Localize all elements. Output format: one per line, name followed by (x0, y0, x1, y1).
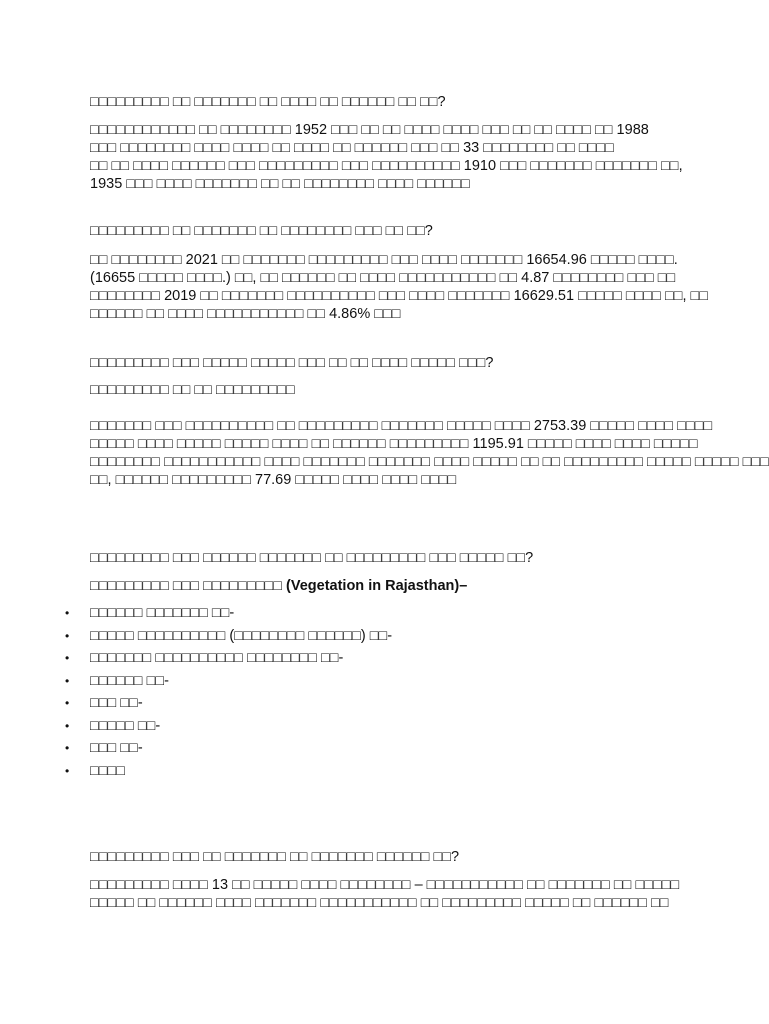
bullet-icon: • (65, 763, 70, 778)
list-item (65, 603, 392, 626)
list-item-text: □□□□□□ □□□□□□□ □□- (90, 605, 235, 621)
list-item (65, 693, 392, 716)
bullet-icon: • (65, 696, 70, 710)
list-item (65, 626, 393, 649)
answer-paragraph-3 (90, 417, 769, 489)
list-item (65, 761, 392, 784)
list-item (65, 648, 392, 671)
subheading-bold: (Vegetation in Rajasthan)– (286, 578, 468, 594)
list-item-text: □□□□□□□ □□□□□□□□□□ □□□□□□□□ □□- (90, 650, 344, 666)
paragraph-line: □□□□□□□□ □□□□□□□□□□□ □□□□ □□□□□□□ □□□□□□□ □□□□ □□□□□ □□ □□ □□□□□□□□□ □□□□□ □□□□□ □□□ (90, 454, 769, 470)
answer-subheading-4 (90, 577, 680, 595)
list-item-text: □□□ □□- (90, 695, 143, 711)
answer-paragraph-2 (90, 251, 709, 323)
paragraph-line: □□□□□□□□□□□□ □□ □□□□□□□□ 1952 □□□ □□ □□ □□□□ □□□□ □□□ □□ □□ □□□□ □□ 1988 (90, 122, 649, 138)
bullet-icon: • (65, 606, 70, 620)
list-item-text: □□□□□□ □□- (90, 672, 169, 689)
paragraph-line: □□ □□□□□□□□ 2021 □□ □□□□□□□ □□□□□□□□□ □□□ □□□□ □□□□□□□ 16654.96 □□□□□ □□□□. (90, 252, 678, 268)
bullet-icon: • (65, 741, 70, 755)
answer-paragraph-5 (90, 876, 680, 912)
list-item-text: □□□□ (90, 762, 126, 779)
question-heading-1: □□□□□□□□□ □□ □□□□□□□ □□ □□□□ □□ □□□□□□ □□ □□? (90, 94, 446, 110)
paragraph-line: □□□□□ □□ □□□□□□ □□□□ □□□□□□□ □□□□□□□□□□□ □□ □□□□□□□□□ □□□□□ □□ □□□□□□ □□ (90, 895, 669, 911)
paragraph-line: 1935 □□□ □□□□ □□□□□□□ □□ □□ □□□□□□□□ □□□□ □□□□□□ (90, 176, 470, 192)
paragraph-line: □□□□□ □□□□ □□□□□ □□□□□ □□□□ □□ □□□□□□ □□□□□□□□□ 1195.91 □□□□□ □□□□ □□□□ □□□□□ (90, 436, 698, 452)
list-item-text: □□□□□ □□- (90, 717, 161, 734)
bullet-icon: • (65, 651, 70, 665)
paragraph-line: □□□□□□□□□ □□□□ 13 □□ □□□□□ □□□□ □□□□□□□□ – □□□□□□□□□□□ □□ □□□□□□□ □□ □□□□□ (90, 877, 680, 893)
bullet-icon: • (65, 718, 70, 733)
paragraph-line: □□□□□□□ □□□ □□□□□□□□□□ □□ □□□□□□□□□ □□□□□□□ □□□□□ □□□□ 2753.39 □□□□□ □□□□ □□□□ (90, 418, 713, 434)
question-heading-4: □□□□□□□□□ □□□ □□□□□□ □□□□□□□ □□ □□□□□□□□□ □□□ □□□□□ □□? (90, 550, 534, 566)
bullet-icon: • (65, 628, 70, 643)
vegetation-list (65, 603, 393, 783)
paragraph-line: □□□□□□□□ 2019 □□ □□□□□□□ □□□□□□□□□□ □□□ □□□□ □□□□□□□ 16629.51 □□□□□ □□□□ □□, □□ (90, 288, 709, 304)
paragraph-line: □□, □□□□□□ □□□□□□□□□ 77.69 □□□□□ □□□□ □□□□ □□□□ (90, 472, 457, 488)
answer-paragraph-1 (90, 121, 683, 193)
paragraph-line: □□□ □□□□□□□□ □□□□ □□□□ □□ □□□□ □□ □□□□□□ □□□ □□ 33 □□□□□□□□ □□ □□□□ (90, 140, 614, 156)
question-heading-2: □□□□□□□□□ □□ □□□□□□□ □□ □□□□□□□□ □□□ □□ □□? (90, 223, 433, 239)
list-item (65, 738, 392, 761)
bullet-icon: • (65, 673, 70, 688)
question-heading-5: □□□□□□□□□ □□□ □□ □□□□□□□ □□ □□□□□□□ □□□□□□ □□? (90, 849, 460, 865)
question-heading-3: □□□□□□□□□ □□□ □□□□□ □□□□□ □□□ □□ □□ □□□□ □□□□□ □□□? (90, 355, 494, 371)
list-item-text: □□□□□ □□□□□□□□□□ (□□□□□□□□ □□□□□□) □□- (90, 627, 393, 644)
list-item-text: □□□ □□- (90, 740, 143, 756)
list-item (65, 671, 392, 694)
answer-subheading-3: □□□□□□□□□ □□ □□ □□□□□□□□□ (90, 382, 295, 398)
paragraph-line: □□□□□□ □□ □□□□ □□□□□□□□□□□ □□ 4.86% □□□ (90, 306, 401, 322)
list-item (65, 716, 392, 739)
paragraph-line: □□ □□ □□□□ □□□□□□ □□□ □□□□□□□□□ □□□ □□□□□□□□□□ 1910 □□□ □□□□□□□ □□□□□□□ □□, (90, 158, 683, 174)
paragraph-line: (16655 □□□□□ □□□□.) □□, □□ □□□□□□ □□ □□□□ □□□□□□□□□□□ □□ 4.87 □□□□□□□□ □□□ □□ (90, 270, 676, 286)
subheading-prefix: □□□□□□□□□ □□□ □□□□□□□□□ (90, 578, 287, 594)
